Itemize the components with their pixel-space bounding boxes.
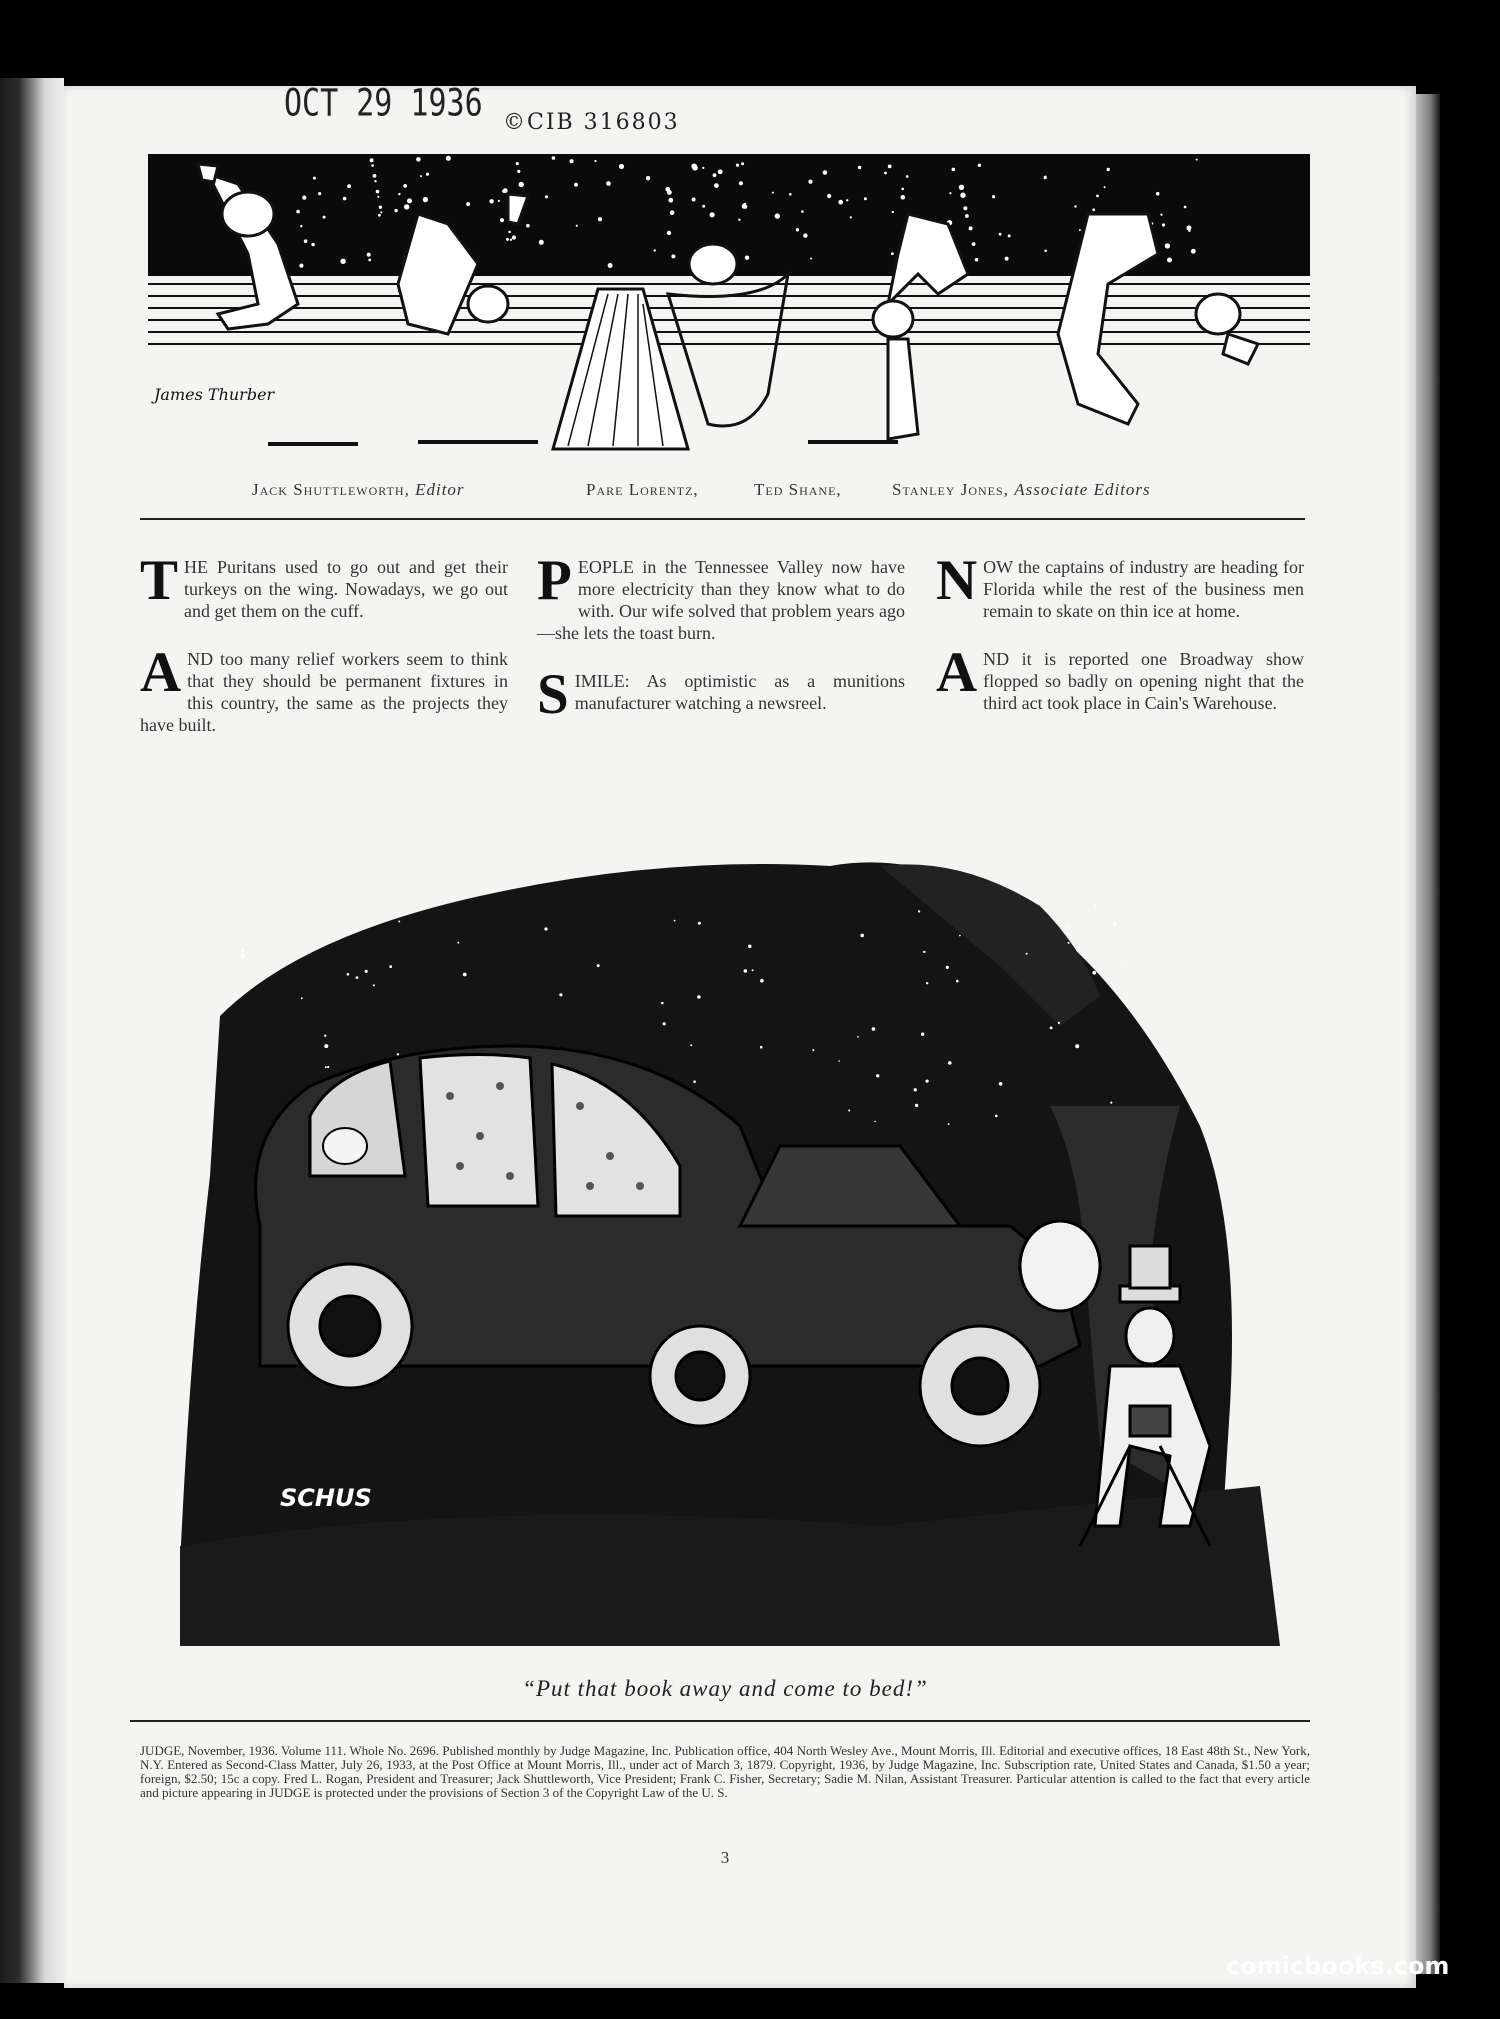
staff-line [140, 480, 1310, 506]
copyright-registration: ©CIB 316803 [503, 110, 680, 135]
associate-editor-3: Stanley Jones, Associate Editors [892, 480, 1151, 499]
header-rule [140, 518, 1305, 520]
drop-cap: A [140, 641, 182, 704]
site-watermark: comicbooks.com [1226, 1952, 1450, 1980]
date-stamp: OCT 29 1936 [284, 81, 483, 126]
masthead-illustration [148, 154, 1310, 452]
drop-cap: T [140, 549, 179, 612]
paragraph: SIMILE: As optimistic as a munitions manufacturer watching a newsreel. [537, 663, 905, 726]
associate-editor-1: Pare Lorentz, [586, 480, 699, 499]
drop-cap: S [537, 663, 569, 726]
page-stack-edge [1416, 94, 1440, 1974]
cartoon-signature: SCHUS [280, 1484, 372, 1512]
paragraph: NOW the captains of industry are heading for Florida while the rest of the business men remain to skate on thin ice at home. [936, 549, 1304, 621]
paragraph: PEOPLE in the Tennessee Valley now have more electricity than they know what to do with. Our wife solved that problem years ago—she lets the toast burn. [537, 549, 905, 643]
footer-rule [130, 1720, 1310, 1722]
cartoon-caption: “Put that book away and come to bed!” [522, 1676, 928, 1701]
column-3 [936, 549, 1304, 740]
associate-editor-2: Ted Shane, [754, 480, 842, 499]
paragraph: THE Puritans used to go out and get their turkeys on the wing. Nowadays, we go out and get them on the cuff. [140, 549, 508, 621]
binding-edge [0, 78, 64, 1983]
editor-credit: Jack Shuttleworth, Editor [252, 480, 465, 499]
publication-info: JUDGE, November, 1936. Volume 111. Whole No. 2696. Published monthly by Judge Magazine, Inc. Publication office, 404 North Wesley Ave., Mount Morris, Ill. Editorial and executive offices, 18 East 48th St., New York, N.Y. Entered as Second-Class Matter, July 26, 1933, at the Post Office at Mount Morris, Ill., under act of March 3, 1879. Copyright, 1936, by Judge Magazine, Inc. Subscription rate, United States and Canada, $1.50 a year; foreign, $2.50; 15c a copy. Fred L. Rogan, President and Treasurer; Jack Shuttleworth, Vice President; Frank C. Fisher, Secretary; Sadie M. Nilan, Assistant Treasurer. Particular attention is called to the fact that every article and picture appearing in JUDGE is protected under the provisions of Section 3 of the Copyright Law of the U. S. [140, 1743, 1310, 1800]
cartoon-illustration [180, 846, 1280, 1646]
page-number: 3 [720, 1848, 730, 1867]
paragraph: AND it is reported one Broadway show flopped so badly on opening night that the third act took place in Cain's Warehouse. [936, 641, 1304, 713]
drop-cap: P [537, 549, 572, 612]
column-2 [537, 549, 905, 744]
drop-cap: N [936, 549, 978, 612]
paragraph: AND too many relief workers seem to think that they should be permanent fixtures in this country, the same as the projects they have built. [140, 641, 508, 735]
masthead-signature: James Thurber [154, 385, 275, 404]
column-1 [140, 549, 508, 762]
drop-cap: A [936, 641, 978, 704]
